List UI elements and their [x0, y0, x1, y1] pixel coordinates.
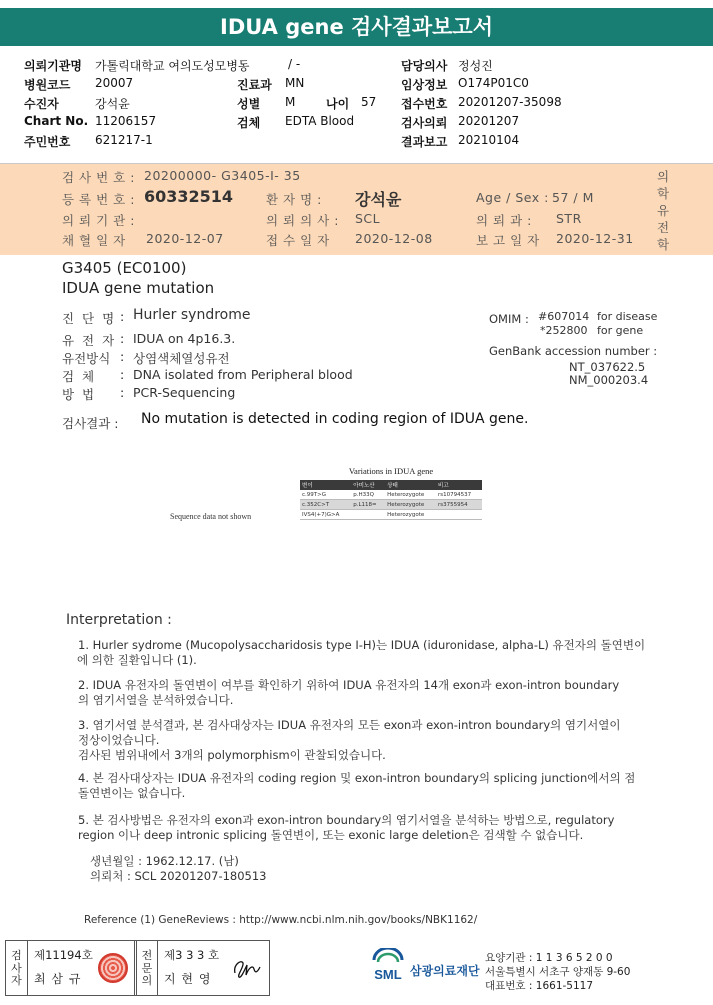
report-date-value: 20210104: [458, 133, 520, 147]
specimen-value: EDTA Blood: [285, 114, 355, 128]
inspector-label: 검 사 자: [11, 949, 22, 987]
specialist-no: 제3 3 3 호: [164, 948, 220, 962]
sml-logo-icon: [366, 948, 410, 984]
specialist-label: 전 문 의: [141, 949, 153, 987]
genbank-accession-1: NT_037622.5: [569, 360, 646, 374]
age-sex-value: 57 / M: [552, 190, 594, 205]
dept-label: 진료과: [237, 78, 272, 92]
signature-icon: [229, 955, 263, 981]
hospital-code-label: 병원코드: [24, 78, 71, 92]
clinical-no-value: O174P01C0: [458, 76, 529, 90]
sequence-note: Sequence data not shown: [170, 512, 252, 521]
report-footer: [0, 940, 713, 1002]
sml-logo-text: SML: [374, 967, 402, 982]
org-address: 서울특별시 서초구 양재동 9-60: [485, 966, 631, 978]
inst-label: 의 뢰 기 관 :: [62, 213, 135, 228]
test-specimen-label: 검 체: [62, 369, 97, 384]
institution-value: 가톨릭대학교 여의도성모병동: [95, 59, 250, 73]
doctor-value: 정성진: [458, 59, 493, 73]
patient-label: 수진자: [24, 97, 59, 111]
diagnosis-label: 진 단 명: [62, 311, 117, 326]
receive-value: 2020-12-08: [355, 231, 433, 246]
patient-name-label: 환 자 명 :: [266, 192, 322, 207]
test-no-value: 20200000- G3405-I- 35: [144, 168, 301, 183]
interpretation-item-3: 3. 염기서열 분석결과, 본 검사대상자는 IDUA 유전자의 모든 exon과 exon-intron boundary의 염기서열이 정상이었습니다. 검사된 범위내에서 3개의 polymorphism이 관찰되었습니다.: [78, 718, 621, 762]
table-row: IVS4(+7)G>A Heterozygote: [300, 510, 482, 520]
omim-disease-no: #607014: [538, 310, 590, 323]
reg-no-label: 등 록 번 호 :: [62, 192, 135, 207]
reg-no-value: 60332514: [144, 187, 234, 206]
gene-value: IDUA on 4p16.3.: [133, 331, 236, 346]
omim-disease-text: for disease: [597, 310, 658, 323]
report-label: 보 고 일 자: [476, 233, 540, 248]
dept-value: MN: [285, 76, 305, 90]
variations-title: Variations in IDUA gene: [348, 466, 434, 476]
patient-name-value: 강석윤: [355, 190, 402, 209]
test-no-label: 검 사 번 호 :: [62, 170, 135, 185]
diagnosis-value: Hurler syndrome: [133, 307, 251, 323]
id-value: 621217-1: [95, 133, 153, 147]
table-row: c.352C>T p.L118= Heterozygote rs3755954: [300, 500, 482, 510]
age-label: 나이: [326, 97, 350, 111]
requester-ref: 의뢰처 : SCL 20201207-180513: [90, 869, 267, 883]
test-code-sub: (EC0100): [116, 259, 187, 277]
request-date-label: 검사의뢰: [401, 116, 448, 130]
genbank-label: GenBank accession number :: [489, 344, 658, 358]
sex-value: M: [285, 95, 296, 109]
collect-label: 채 혈 일 자: [62, 233, 126, 248]
interpretation-item-2: 2. IDUA 유전자의 돌연변이 여부를 확인하기 위하여 IDUA 유전자의 14개 exon과 exon-intron boundary 의 염기서열을 분석하였습니다.: [78, 678, 620, 707]
test-name: IDUA gene mutation: [62, 279, 215, 297]
hospital-code-value: 20007: [95, 76, 134, 90]
clinical-no-label: 임상정보: [401, 78, 448, 92]
inspector-seal-icon: [98, 953, 128, 983]
report-date-label: 결과보고: [401, 135, 448, 149]
org-name: 삼광의료재단: [410, 964, 480, 978]
report-value: 2020-12-31: [556, 231, 634, 246]
reference-link[interactable]: Reference (1) GeneReviews : http://www.ncbi.nlm.nih.gov/books/NBK1162/: [84, 914, 478, 926]
interpretation-item-1: 1. Hurler sydrome (Mucopolysaccharidosis type I-H)는 IDUA (iduronidase, alpha-L) 유전자의 돌연변이 에 의한 질환입니다 (1).: [77, 638, 646, 667]
institution-extra: / -: [288, 57, 301, 71]
institution-label: 의뢰기관명: [24, 59, 82, 73]
omim-label: OMIM :: [489, 312, 529, 326]
variations-table: [300, 466, 482, 532]
interpretation-heading: Interpretation :: [66, 612, 172, 628]
method-label: 방 법: [62, 387, 97, 402]
table-row: c.99T>G p.H33Q Heterozygote rs10794537: [300, 490, 482, 500]
genbank-accession-2: NM_000203.4: [569, 373, 649, 387]
omim-gene-no: *252800: [540, 324, 588, 337]
inspector-name: 최 삼 규: [34, 972, 82, 986]
birth-date: 생년월일 : 1962.12.17. (남): [90, 854, 239, 868]
interpretation-item-5: 5. 본 검사방법은 유전자의 exon과 exon-intron boundary의 염기서열을 분석하는 방법으로, regulatory region 이나 deep intronic splicing 돌연변이, 또는 exonic large deletion은 검색할 수 없습니다.: [78, 813, 615, 842]
chart-label: Chart No.: [24, 114, 89, 128]
inherit-value: 상염색체열성유전: [133, 351, 230, 366]
receive-label: 접 수 일 자: [266, 233, 330, 248]
report-title: IDUA gene 검사결과보고서: [0, 8, 713, 46]
inherit-label: 유전방식: [62, 351, 111, 366]
result-value: No mutation is detected in coding region of IDUA gene.: [141, 411, 529, 427]
org-phone: 대표번호 : 1661-5117: [485, 980, 594, 992]
req-doctor-value: SCL: [355, 211, 381, 226]
result-label: 검사결과 :: [62, 416, 119, 431]
receipt-label: 접수번호: [401, 97, 448, 111]
gene-label: 유 전 자: [62, 333, 117, 348]
omim-gene-text: for gene: [597, 324, 644, 337]
specimen-label: 검체: [237, 116, 261, 130]
req-dept-label: 의 뢰 과 :: [476, 213, 532, 228]
signature-box: [5, 940, 270, 996]
variations-header-row: 변이 아미노산 상태 비고: [300, 480, 482, 490]
inspector-no: 제11194호: [34, 948, 93, 962]
req-doctor-label: 의 뢰 의 사 :: [266, 213, 339, 228]
req-dept-value: STR: [556, 211, 582, 226]
request-date-value: 20201207: [458, 114, 520, 128]
doctor-label: 담당의사: [401, 59, 448, 73]
test-specimen-value: DNA isolated from Peripheral blood: [133, 367, 353, 382]
test-code: G3405 (EC0100): [62, 259, 187, 277]
age-sex-label: Age / Sex :: [476, 190, 549, 205]
patient-value: 강석윤: [95, 97, 130, 111]
interpretation-item-4: 4. 본 검사대상자는 IDUA 유전자의 coding region 및 exon-intron boundary의 splicing junction에서의 점 돌연변이는 없습니다.: [78, 771, 636, 800]
institution-code: 요양기관 : 1 1 3 6 5 2 0 0: [485, 952, 613, 964]
sex-label: 성별: [237, 97, 261, 111]
method-value: PCR-Sequencing: [133, 385, 236, 400]
id-label: 주민번호: [24, 135, 71, 149]
chart-value: 11206157: [95, 114, 157, 128]
specialist-name: 지 현 영: [164, 972, 212, 986]
receipt-value: 20201207-35098: [458, 95, 562, 109]
age-value: 57: [361, 95, 377, 109]
department-vertical-label: 의 학 유 전 학: [656, 169, 670, 252]
collect-value: 2020-12-07: [146, 231, 224, 246]
